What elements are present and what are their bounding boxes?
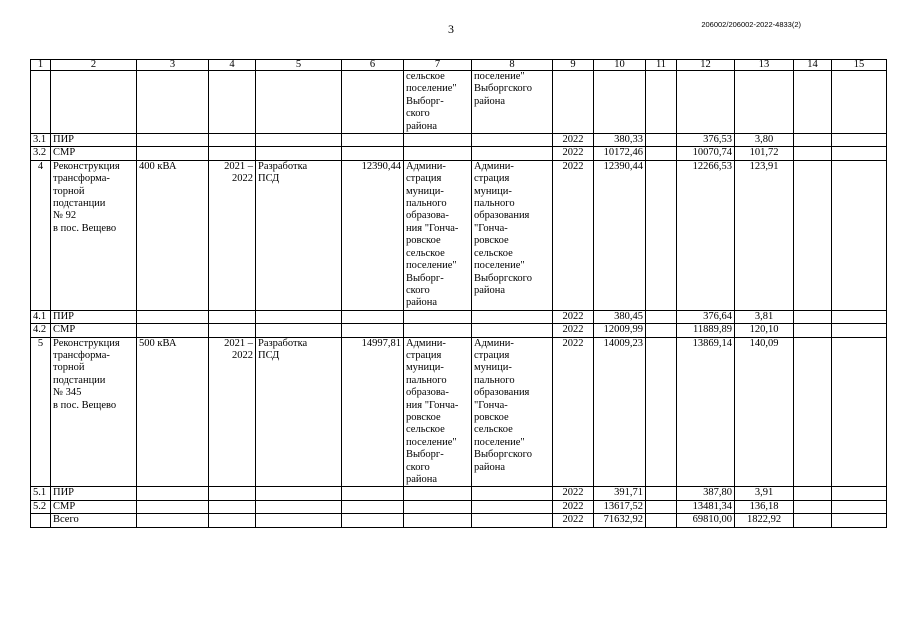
row-number: 5.2 — [31, 500, 51, 513]
row-customer-text: Админи- страция муници- пального образования "Гонча- ровское сельское поселение" Выборгского района — [472, 337, 553, 487]
row-year: 2022 — [553, 337, 594, 487]
column-number: 11 — [646, 60, 677, 71]
column-number: 8 — [472, 60, 553, 71]
page-number: 3 — [448, 22, 454, 36]
row-total-cost: 380,45 — [594, 310, 646, 323]
table-row — [31, 337, 887, 487]
row-number: 3.1 — [31, 134, 51, 147]
row-name: СМР — [51, 500, 137, 513]
column-number: 6 — [342, 60, 404, 71]
row-col12-value: 13869,14 — [677, 337, 735, 487]
table-row — [31, 147, 887, 160]
continuation-admin-text: сельское поселение" Выборг- ского района — [404, 71, 472, 134]
row-year: 2022 — [553, 310, 594, 323]
row-number: 4.1 — [31, 310, 51, 323]
row-col12-value: 10070,74 — [677, 147, 735, 160]
continuation-customer-text: поселение" Выборгского района — [472, 71, 553, 134]
table-row — [31, 324, 887, 337]
row-power: 400 кВА — [137, 160, 209, 310]
row-number: 3.2 — [31, 147, 51, 160]
row-year: 2022 — [553, 147, 594, 160]
investment-table — [30, 59, 887, 528]
row-year: 2022 — [553, 324, 594, 337]
row-total-cost: 12390,44 — [594, 160, 646, 310]
row-year: 2022 — [553, 500, 594, 513]
row-name: Реконструкция трансформа- торной подстанции № 92 в пос. Вещево — [51, 160, 137, 310]
table-row — [31, 310, 887, 323]
column-number: 1 — [31, 60, 51, 71]
row-col12-value: 376,64 — [677, 310, 735, 323]
row-cost: 14997,81 — [342, 337, 404, 487]
column-number: 14 — [794, 60, 832, 71]
table-row — [31, 500, 887, 513]
column-number: 15 — [832, 60, 887, 71]
row-col12-value: 13481,34 — [677, 500, 735, 513]
row-col13-value: 3,80 — [735, 134, 794, 147]
row-col13-value: 136,18 — [735, 500, 794, 513]
column-number: 10 — [594, 60, 646, 71]
row-period: 2021 – 2022 — [209, 337, 256, 487]
row-period: 2021 – 2022 — [209, 160, 256, 310]
row-name: СМР — [51, 147, 137, 160]
document-id: 206002/206002-2022-4833(2) — [701, 20, 801, 29]
column-number: 5 — [256, 60, 342, 71]
row-year: 2022 — [553, 160, 594, 310]
column-number: 3 — [137, 60, 209, 71]
row-col13-value: 101,72 — [735, 147, 794, 160]
column-number: 9 — [553, 60, 594, 71]
row-col13-value: 123,91 — [735, 160, 794, 310]
total-col13-value: 1822,92 — [735, 514, 794, 527]
row-col12-value: 12266,53 — [677, 160, 735, 310]
row-cost: 12390,44 — [342, 160, 404, 310]
row-stage: Разработка ПСД — [256, 337, 342, 487]
row-col12-value: 376,53 — [677, 134, 735, 147]
row-col13-value: 120,10 — [735, 324, 794, 337]
continuation-row — [31, 71, 887, 134]
column-number-row — [31, 60, 887, 71]
row-name: ПИР — [51, 487, 137, 500]
row-number: 5.1 — [31, 487, 51, 500]
row-number: 4.2 — [31, 324, 51, 337]
total-row — [31, 514, 887, 527]
row-name: ПИР — [51, 134, 137, 147]
row-name: ПИР — [51, 310, 137, 323]
total-year: 2022 — [553, 514, 594, 527]
row-total-cost: 12009,99 — [594, 324, 646, 337]
row-number: 4 — [31, 160, 51, 310]
row-year: 2022 — [553, 487, 594, 500]
column-number: 4 — [209, 60, 256, 71]
row-number: 5 — [31, 337, 51, 487]
row-total-cost: 14009,23 — [594, 337, 646, 487]
column-number: 2 — [51, 60, 137, 71]
row-col13-value: 3,91 — [735, 487, 794, 500]
row-col13-value: 3,81 — [735, 310, 794, 323]
total-cost: 71632,92 — [594, 514, 646, 527]
table-row — [31, 134, 887, 147]
row-stage: Разработка ПСД — [256, 160, 342, 310]
row-power: 500 кВА — [137, 337, 209, 487]
table-row — [31, 487, 887, 500]
column-number: 12 — [677, 60, 735, 71]
row-total-cost: 380,33 — [594, 134, 646, 147]
column-number: 7 — [404, 60, 472, 71]
column-number: 13 — [735, 60, 794, 71]
row-name: СМР — [51, 324, 137, 337]
row-customer-text: Админи- страция муници- пального образования "Гонча- ровское сельское поселение" Выборгского района — [472, 160, 553, 310]
row-admin-text: Админи- страция муници- пального образова- ния "Гонча- ровское сельское поселение" Выборг- ского района — [404, 337, 472, 487]
row-year: 2022 — [553, 134, 594, 147]
row-col12-value: 387,80 — [677, 487, 735, 500]
row-col12-value: 11889,89 — [677, 324, 735, 337]
total-col12-value: 69810,00 — [677, 514, 735, 527]
row-col13-value: 140,09 — [735, 337, 794, 487]
total-label: Всего — [51, 514, 137, 527]
row-name: Реконструкция трансформа- торной подстанции № 345 в пос. Вещево — [51, 337, 137, 487]
row-total-cost: 10172,46 — [594, 147, 646, 160]
row-total-cost: 13617,52 — [594, 500, 646, 513]
row-admin-text: Админи- страция муници- пального образова- ния "Гонча- ровское сельское поселение" Выборг- ского района — [404, 160, 472, 310]
row-total-cost: 391,71 — [594, 487, 646, 500]
table-row — [31, 160, 887, 310]
